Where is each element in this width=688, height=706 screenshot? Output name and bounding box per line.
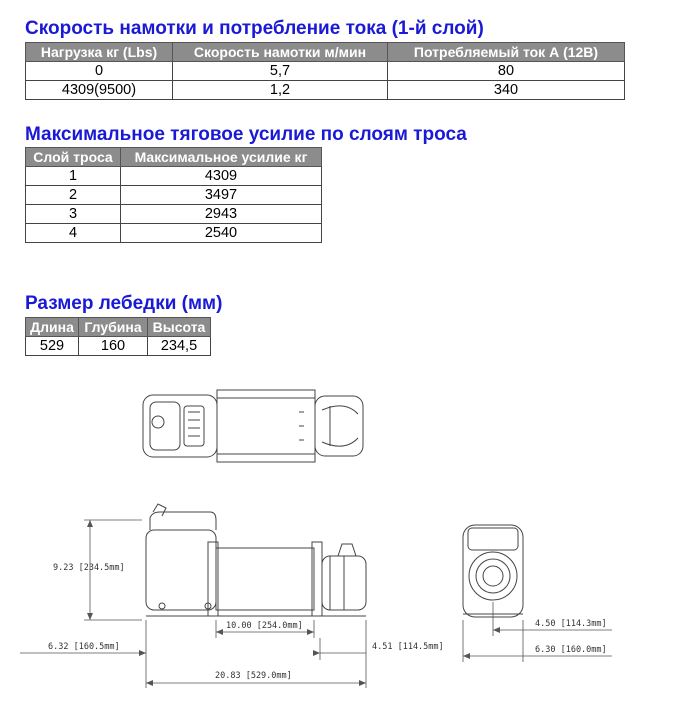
table-row: [26, 81, 625, 100]
section-title-pull-force: Максимальное тяговое усилие по слоям троса: [25, 124, 467, 145]
table-row: [26, 337, 211, 356]
top-view-clutch-knob: [152, 416, 164, 428]
dim-end-width-label: 6.30 [160.0mm]: [535, 645, 607, 655]
cell-height: 234,5: [148, 337, 211, 356]
side-view-clutch: [338, 544, 356, 556]
cell-length: 529: [26, 337, 79, 356]
dim-drum-length-label: 10.00 [254.0mm]: [226, 621, 303, 631]
speed-current-table: [25, 42, 625, 100]
dim-total-length-label: 20.83 [529.0mm]: [215, 671, 292, 681]
dim-height-label: 9.23 [234.5mm]: [53, 563, 125, 573]
table-row: [26, 224, 322, 243]
column-header-layer: Слой троса: [26, 148, 121, 167]
cell-load: 4309(9500): [26, 81, 173, 100]
top-view-gearbox: [315, 396, 363, 456]
section-title-speed-current: Скорость намотки и потребление тока (1-й слой): [25, 18, 484, 39]
side-view-cable-socket: [153, 504, 166, 516]
dim-left-offset-label: 6.32 [160.5mm]: [48, 642, 120, 652]
table-header-row: [26, 148, 322, 167]
cell-speed: 5,7: [173, 62, 388, 81]
column-header-max-force: Максимальное усилие кг: [121, 148, 322, 167]
cell-load: 0: [26, 62, 173, 81]
cell-layer: 4: [26, 224, 121, 243]
cell-speed: 1,2: [173, 81, 388, 100]
pull-force-table: [25, 147, 322, 243]
column-header-height: Высота: [148, 318, 211, 337]
winch-side-view: [146, 504, 366, 616]
table-row: [26, 186, 322, 205]
dim-right-offset-label: 4.51 [114.5mm]: [372, 642, 444, 652]
table-row: [26, 205, 322, 224]
end-view-drum-hub: [483, 566, 503, 586]
cell-force: 4309: [121, 167, 322, 186]
section-title-winch-size: Размер лебедки (мм): [25, 293, 223, 314]
column-header-speed: Скорость намотки м/мин: [173, 43, 388, 62]
dim-end-half-width-label: 4.50 [114.3mm]: [535, 619, 607, 629]
cell-current: 80: [388, 62, 625, 81]
table-row: [26, 167, 322, 186]
cell-force: 3497: [121, 186, 322, 205]
cell-force: 2540: [121, 224, 322, 243]
dimension-arrows: [87, 520, 500, 686]
cell-depth: 160: [79, 337, 148, 356]
column-header-current: Потребляемый ток А (12В): [388, 43, 625, 62]
cell-layer: 1: [26, 167, 121, 186]
table-row: [26, 62, 625, 81]
table-header-row: [26, 43, 625, 62]
table-header-row: [26, 318, 211, 337]
side-view-motor: [146, 530, 216, 610]
cell-current: 340: [388, 81, 625, 100]
cell-layer: 3: [26, 205, 121, 224]
side-view-drum: [216, 548, 314, 610]
cell-force: 2943: [121, 205, 322, 224]
column-header-load: Нагрузка кг (Lbs): [26, 43, 173, 62]
side-view-control-box: [150, 512, 216, 530]
column-header-depth: Глубина: [79, 318, 148, 337]
winch-size-table: [25, 317, 211, 356]
cell-layer: 2: [26, 186, 121, 205]
winch-top-view: [143, 390, 363, 462]
column-header-length: Длина: [26, 318, 79, 337]
winch-technical-drawing: [0, 370, 688, 706]
